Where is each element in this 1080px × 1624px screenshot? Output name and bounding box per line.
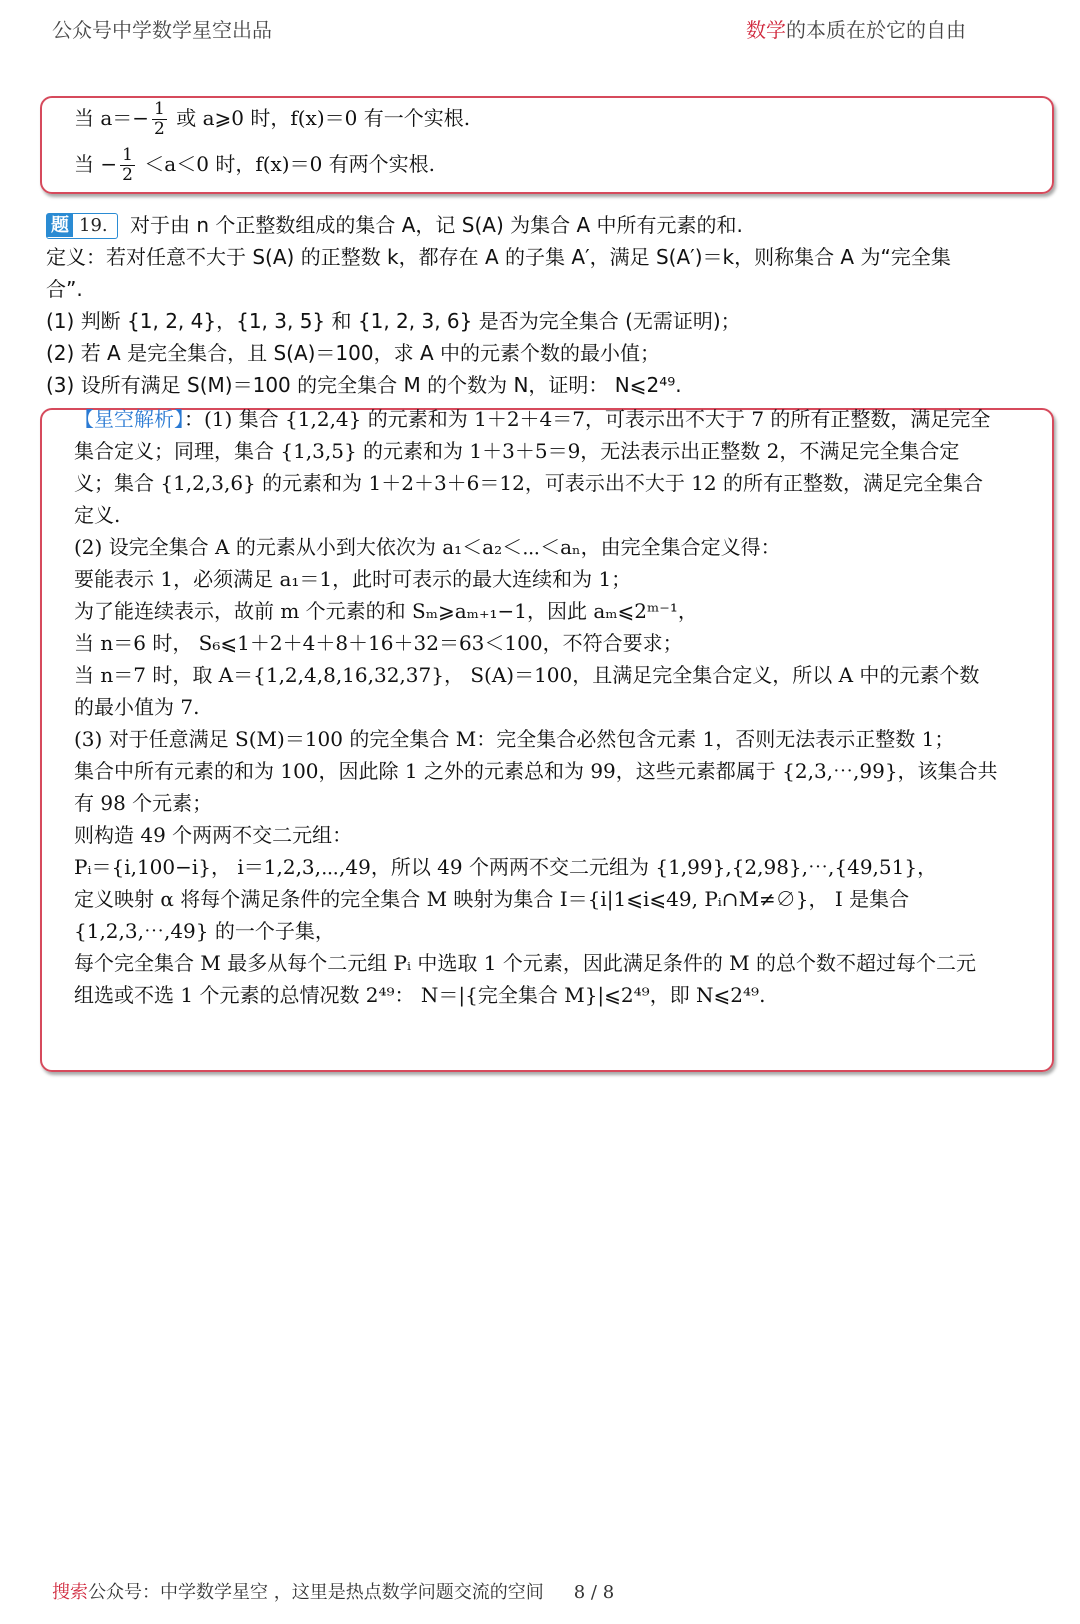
solution-line bbox=[74, 564, 631, 594]
prev-line-2-pre: 当 − bbox=[74, 152, 118, 176]
solution-line bbox=[74, 532, 781, 562]
fraction-numerator: 1 bbox=[154, 99, 165, 119]
prev-line-2-post: ＜a＜0 时，f(x)＝0 有两个实根. bbox=[137, 152, 436, 176]
solution-line bbox=[74, 628, 683, 658]
solution-line bbox=[74, 692, 199, 722]
solution-line-text: 集合中所有元素的和为 100，因此除 1 之外的元素总和为 99，这些元素都属于 {2,3,⋯,99}，该集合共 bbox=[74, 759, 998, 783]
solution-line-text: 组选或不选 1 个元素的总情况数 2⁴⁹： N＝|{完全集合 M}|⩽2⁴⁹，即 N⩽2⁴⁹. bbox=[74, 983, 766, 1007]
solution-line-text: 为了能连续表示，故前 m 个元素的和 Sₘ⩾aₘ₊₁−1，因此 aₘ⩽2ᵐ⁻¹， bbox=[74, 599, 698, 623]
solution-label: 【星空解析】 bbox=[74, 407, 184, 431]
solution-line bbox=[74, 788, 212, 818]
fraction bbox=[120, 146, 135, 185]
solution-line bbox=[74, 916, 335, 946]
solution-line bbox=[74, 820, 352, 850]
solution-line-text: 集合定义；同理，集合 {1,3,5} 的元素和为 1＋3＋5＝9，无法表示出正整数 2，不满足完全集合定 bbox=[74, 439, 960, 463]
solution-line-text: 当 n＝7 时，取 A＝{1,2,4,8,16,32,37}， S(A)＝100，且满足完全集合定义，所以 A 中的元素个数 bbox=[74, 663, 980, 687]
fraction-denominator: 2 bbox=[154, 119, 165, 139]
prev-line-1-post: 或 a⩾0 时，f(x)＝0 有一个实根. bbox=[169, 106, 471, 130]
solution-line bbox=[74, 468, 983, 498]
solution-line bbox=[74, 884, 909, 914]
header-left-title: 公众号中学数学星空出品 bbox=[52, 18, 272, 42]
solution-line-text: ：(1) 集合 {1,2,4} 的元素和为 1＋2＋4＝7，可表示出不大于 7 的所有正整数，满足完全 bbox=[184, 407, 991, 431]
solution-line-text: (3) 对于任意满足 S(M)＝100 的完全集合 M：完全集合必然包含元素 1，否则无法表示正整数 1； bbox=[74, 727, 955, 751]
solution-line bbox=[74, 436, 959, 466]
header-right-rest: 的本质在於它的自由 bbox=[786, 18, 966, 42]
solution-line-text: 义；集合 {1,2,3,6} 的元素和为 1＋2＋3＋6＝12，可表示出不大于 12 的所有正整数，满足完全集合 bbox=[74, 471, 984, 495]
question-line-1: 对于由 n 个正整数组成的集合 A，记 S(A) 为集合 A 中所有元素的和. bbox=[130, 213, 743, 237]
solution-line-text: 则构造 49 个两两不交二元组： bbox=[74, 823, 353, 847]
header-right-motto bbox=[746, 14, 966, 43]
solution-line bbox=[74, 724, 954, 754]
question-part-1: (1) 判断 {1, 2, 4}，{1, 3, 5} 和 {1, 2, 3, 6} 是否为完全集合 (无需证明)； bbox=[46, 309, 741, 333]
solution-line-text: (2) 设完全集合 A 的元素从小到大依次为 a₁＜a₂＜⋯＜aₙ，由完全集合定义得： bbox=[74, 535, 781, 559]
solution-line bbox=[74, 756, 998, 786]
solution-line bbox=[74, 852, 937, 882]
question-line-3: 合”. bbox=[46, 277, 83, 301]
solution-line-text: 当 n＝6 时， S₆⩽1＋2＋4＋8＋16＋32＝63＜100，不符合要求； bbox=[74, 631, 683, 655]
solution-line-text: 定义. bbox=[74, 503, 121, 527]
header-right-red: 数学 bbox=[746, 18, 786, 42]
question-line-2: 定义：若对任意不大于 S(A) 的正整数 k，都存在 A 的子集 A′，满足 S(A′)＝k，则称集合 A 为“完全集 bbox=[46, 245, 951, 269]
prev-line-1 bbox=[74, 100, 470, 139]
footer-search-rest: 公众号：中学数学星空 ，这里是热点数学问题交流的空间 bbox=[88, 1582, 544, 1603]
solution-line bbox=[74, 660, 979, 690]
fraction bbox=[152, 100, 167, 139]
solution-line-text: 每个完全集合 M 最多从每个二元组 Pᵢ 中选取 1 个元素，因此满足条件的 M 的总个数不超过每个二元 bbox=[74, 951, 977, 975]
prev-line-2 bbox=[74, 146, 435, 185]
prev-line-1-pre: 当 a＝− bbox=[74, 106, 150, 130]
solution-line-text: 要能表示 1，必须满足 a₁＝1，此时可表示的最大连续和为 1； bbox=[74, 567, 632, 591]
question-badge-tag: 题 bbox=[47, 214, 73, 237]
solution-line-text: 定义映射 α 将每个满足条件的完全集合 M 映射为集合 I＝{i|1⩽i⩽49, Pᵢ∩M≠∅}， I 是集合 bbox=[74, 887, 910, 911]
question-number: 19. bbox=[79, 215, 108, 236]
page-number: 8 / 8 bbox=[573, 1582, 615, 1603]
fraction-denominator: 2 bbox=[122, 165, 133, 185]
fraction-numerator: 1 bbox=[122, 145, 133, 165]
solution-line bbox=[74, 980, 765, 1010]
question-badge bbox=[46, 213, 118, 239]
solution-line bbox=[74, 596, 698, 626]
footer-search-red: 搜索 bbox=[52, 1582, 88, 1603]
footer bbox=[52, 1578, 614, 1604]
solution-line bbox=[74, 948, 976, 978]
solution-line-text: {1,2,3,⋯,49} 的一个子集， bbox=[74, 919, 335, 943]
question-part-3: (3) 设所有满足 S(M)＝100 的完全集合 M 的个数为 N，证明： N⩽2⁴⁹. bbox=[46, 373, 682, 397]
solution-line bbox=[74, 500, 120, 530]
solution-line bbox=[74, 404, 990, 434]
question-part-2: (2) 若 A 是完全集合，且 S(A)＝100，求 A 中的元素个数的最小值； bbox=[46, 341, 660, 365]
solution-line-text: 有 98 个元素； bbox=[74, 791, 213, 815]
solution-line-text: Pᵢ＝{i,100−i}， i＝1,2,3,⋯,49，所以 49 个两两不交二元组为 {1,99},{2,98},⋯,{49,51}， bbox=[74, 855, 938, 879]
solution-line-text: 的最小值为 7. bbox=[74, 695, 200, 719]
